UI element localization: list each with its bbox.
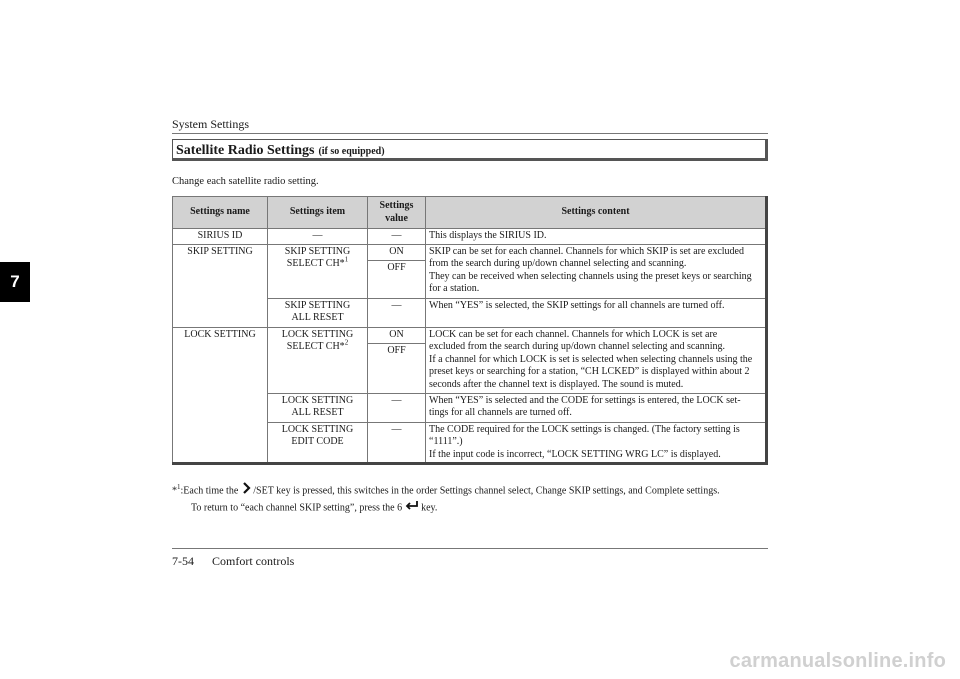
- header-settings-value: Settings value: [368, 197, 426, 229]
- cell-item-sirius: —: [268, 229, 368, 245]
- header-settings-content: Settings content: [426, 197, 767, 229]
- section-title: Satellite Radio Settings: [176, 143, 315, 158]
- cell-content-lock-select: LOCK can be set for each channel. Channels for which LOCK is set are excluded from the search during up/down channel selecting and scanning. If a channel for which LOCK is set is selected when selecting channels using the preset keys or searching for a station, “CH LCKED” is displayed within about 2 seconds after the channel text is displayed. The sound is muted.: [426, 327, 767, 393]
- cell-value-sirius: —: [368, 229, 426, 245]
- cell-value-skip-on: ON: [368, 244, 426, 260]
- footer-chapter: Comfort controls: [212, 554, 295, 568]
- cell-value-skip-off: OFF: [368, 260, 426, 298]
- cell-content-skip-select: SKIP can be set for each channel. Channels for which SKIP is set are excluded from the search during up/down channel selecting and scanning. They can be received when selecting channels using the preset keys or searching for a station.: [426, 244, 767, 298]
- cell-name-sirius: SIRIUS ID: [173, 229, 268, 245]
- table-row: [173, 229, 767, 245]
- header-rule: [172, 133, 768, 134]
- cell-item-skip-reset: SKIP SETTING ALL RESET: [268, 298, 368, 327]
- table-header-row: [173, 197, 767, 229]
- footnotes: [172, 482, 772, 516]
- settings-table: [172, 196, 768, 465]
- cell-content-sirius: This displays the SIRIUS ID.: [426, 229, 767, 245]
- chapter-tab: 7: [0, 262, 30, 302]
- cell-value-lock-off: OFF: [368, 343, 426, 393]
- footer-rule: [172, 548, 768, 549]
- intro-text: Change each satellite radio setting.: [172, 176, 319, 187]
- cell-value-lock-on: ON: [368, 327, 426, 343]
- cell-value-lock-edit: —: [368, 422, 426, 464]
- footnote-1: *$^1$:Each time the /SET key is pressed, this switches in the order Settings channel select, Change SKIP settings, and Complete settings.: [172, 482, 772, 500]
- return-arrow-icon: [405, 500, 419, 516]
- chevron-right-icon: [241, 482, 251, 500]
- cell-content-skip-reset: When “YES” is selected, the SKIP settings for all channels are turned off.: [426, 298, 767, 327]
- cell-name-lock: LOCK SETTING: [173, 327, 268, 464]
- cell-name-skip: SKIP SETTING: [173, 244, 268, 327]
- cell-value-lock-reset: —: [368, 393, 426, 422]
- header-settings-name: Settings name: [173, 197, 268, 229]
- header-settings-item: Settings item: [268, 197, 368, 229]
- watermark: carmanualsonline.info: [729, 650, 946, 672]
- page-header-title: System Settings: [172, 117, 250, 131]
- cell-content-lock-reset: When “YES” is selected and the CODE for settings is entered, the LOCK set- tings for all channels are turned off.: [426, 393, 767, 422]
- cell-content-lock-edit: The CODE required for the LOCK settings is changed. (The factory setting is “1111”.) If the input code is incorrect, “LOCK SETTING WRG LC” is displayed.: [426, 422, 767, 464]
- page-footer: [172, 554, 294, 569]
- table-row: [173, 327, 767, 343]
- cell-item-skip-select: SKIP SETTING SELECT CH*$^1$: [268, 244, 368, 298]
- cell-item-lock-select: LOCK SETTING SELECT CH*$^2$: [268, 327, 368, 393]
- cell-item-lock-edit: LOCK SETTING EDIT CODE: [268, 422, 368, 464]
- cell-value-skip-reset: —: [368, 298, 426, 327]
- footnote-1-return: To return to “each channel SKIP setting”, press the 6 key.: [172, 500, 772, 516]
- table-row: [173, 244, 767, 260]
- page-number: 7-54: [172, 554, 194, 568]
- cell-item-lock-reset: LOCK SETTING ALL RESET: [268, 393, 368, 422]
- section-heading: [172, 139, 768, 161]
- section-subtitle: (if so equipped): [318, 146, 385, 157]
